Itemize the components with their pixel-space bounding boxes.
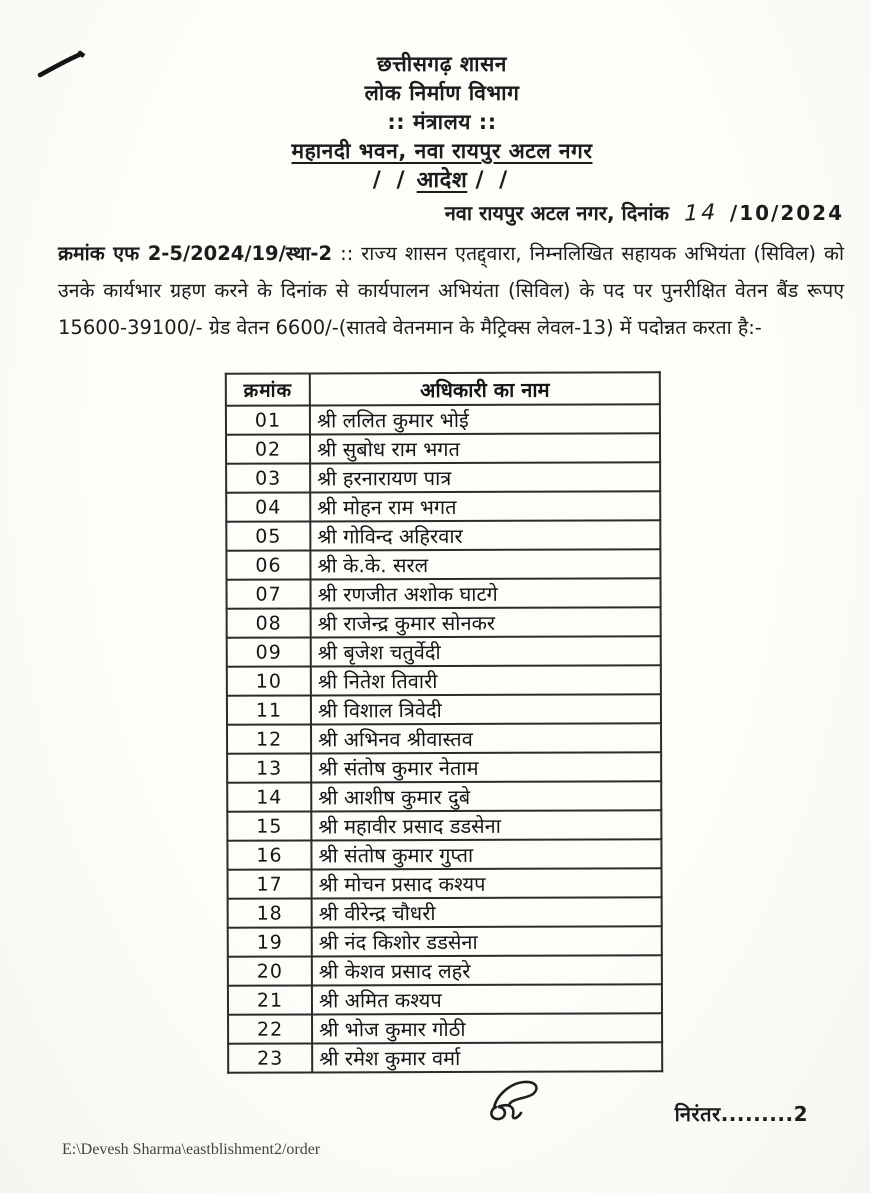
table-row — [227, 578, 661, 609]
table-row — [228, 868, 662, 899]
order-paragraph — [58, 235, 844, 346]
officer-name-cell: श्री केशव प्रसाद लहरे — [312, 955, 662, 985]
order-separator: :: — [340, 242, 354, 265]
file-path-footer: E:\Devesh Sharma\eastblishment2/order — [62, 1141, 321, 1158]
col-header-serial: क्रमांक — [226, 373, 310, 405]
pen-stroke-icon — [36, 48, 90, 80]
serial-cell: 02 — [226, 434, 310, 463]
officers-table — [225, 371, 663, 1074]
serial-cell: 22 — [228, 1014, 312, 1043]
officer-name-cell: श्री रणजीत अशोक घाटगे — [310, 578, 660, 608]
date-line — [0, 199, 870, 226]
serial-cell: 06 — [226, 550, 310, 579]
officer-name-cell: श्री अभिनव श्रीवास्तव — [311, 723, 661, 753]
pen-stroke-mark — [36, 48, 90, 84]
table-row — [227, 694, 661, 725]
serial-cell: 08 — [227, 608, 311, 637]
serial-cell: 04 — [226, 492, 310, 521]
table-row — [227, 781, 661, 812]
serial-cell: 01 — [226, 405, 310, 434]
date-place-label: नवा रायपुर अटल नगर, दिनांक — [444, 201, 669, 225]
officer-name-cell: श्री आशीष कुमार दुबे — [311, 781, 661, 811]
serial-cell: 21 — [228, 985, 312, 1014]
table-row — [227, 607, 661, 638]
officer-name-cell: श्री हरनारायण पात्र — [310, 462, 660, 492]
table-row — [226, 462, 660, 493]
officer-name-cell: श्री महावीर प्रसाद डडसेना — [311, 810, 661, 840]
header-ministry-line: :: मंत्रालय :: — [387, 110, 497, 134]
table-row — [228, 926, 662, 957]
table-row — [228, 984, 662, 1015]
order-title-word: आदेश — [416, 168, 468, 193]
order-body-text: राज्य शासन एतद्द्वारा, निम्नलिखित सहायक अभियंता (सिविल) को उनके कार्यभार ग्रहण करने के दिनांक से कार्यपालन अभियंता (सिविल) के पद पर पुनरीक्षित वेतन बैंड रूपए 15600-39100/- ग्रेड वेतन 6600/-(सातवे वेतनमान के मैट्रिक्स लेवल-13) में पदोन्नत करता है:- — [58, 242, 844, 339]
header-department-name: लोक निर्माण विभाग — [364, 81, 520, 105]
handwritten-day: 14 — [681, 200, 721, 227]
table-row — [227, 636, 661, 667]
officer-name-cell: श्री के.के. सरल — [310, 549, 660, 579]
table-row — [227, 665, 661, 696]
table-header-row — [226, 372, 660, 406]
officer-name-cell: श्री बृजेश चतुर्वेदी — [311, 636, 661, 666]
continuation-note: निरंतर.........2 — [674, 1102, 808, 1126]
table-row — [228, 897, 662, 928]
officer-name-cell: श्री रमेश कुमार वर्मा — [312, 1042, 662, 1072]
officer-name-cell: श्री मोचन प्रसाद कश्यप — [312, 868, 662, 898]
serial-cell: 15 — [227, 811, 311, 840]
letterhead — [0, 0, 870, 195]
serial-cell: 23 — [228, 1043, 312, 1072]
officer-name-cell: श्री वीरेन्द्र चौधरी — [312, 897, 662, 927]
officers-table-container — [225, 371, 663, 1074]
table-row — [227, 752, 661, 783]
officer-name-cell: श्री गोविन्द अहिरवार — [310, 520, 660, 550]
col-header-officer-name: अधिकारी का नाम — [310, 372, 660, 405]
table-row — [226, 404, 660, 435]
serial-cell: 18 — [228, 898, 312, 927]
officer-name-cell: श्री ललित कुमार भोई — [310, 404, 660, 434]
serial-cell: 13 — [227, 753, 311, 782]
officer-name-cell: श्री मोहन राम भगत — [310, 491, 660, 521]
officer-name-cell: श्री सुबोध राम भगत — [310, 433, 660, 463]
serial-cell: 20 — [228, 956, 312, 985]
table-row — [226, 433, 660, 464]
serial-cell: 14 — [227, 782, 311, 811]
table-row — [226, 491, 660, 522]
officer-name-cell: श्री संतोष कुमार गुप्ता — [311, 839, 661, 869]
officers-table-head — [226, 372, 660, 406]
officer-name-cell: श्री नितेश तिवारी — [311, 665, 661, 695]
officer-name-cell: श्री राजेन्द्र कुमार सोनकर — [311, 607, 661, 637]
order-title-prefix-slashes: / / — [372, 168, 409, 193]
officer-name-cell: श्री विशाल त्रिवेदी — [311, 694, 661, 724]
table-row — [227, 810, 661, 841]
serial-cell: 11 — [227, 695, 311, 724]
table-row — [227, 723, 661, 754]
order-title-suffix-slashes: / / — [475, 168, 512, 193]
officer-name-cell: श्री भोज कुमार गोठी — [312, 1013, 662, 1043]
serial-cell: 17 — [228, 869, 312, 898]
serial-cell: 10 — [227, 666, 311, 695]
order-title — [14, 166, 870, 195]
table-row — [228, 955, 662, 986]
officer-table-body — [226, 404, 662, 1073]
signature-icon — [482, 1074, 544, 1124]
signature-mark — [482, 1074, 544, 1128]
serial-cell: 12 — [227, 724, 311, 753]
table-row — [227, 839, 661, 870]
table-row — [226, 549, 660, 580]
serial-cell: 03 — [226, 463, 310, 492]
header-address-line: महानदी भवन, नवा रायपुर अटल नगर — [291, 139, 593, 163]
header-government-name: छत्तीसगढ़ शासन — [377, 52, 507, 76]
serial-cell: 16 — [227, 840, 311, 869]
date-month-year: /10/2024 — [729, 201, 844, 225]
serial-cell: 07 — [227, 579, 311, 608]
table-row — [228, 1013, 662, 1044]
officer-name-cell: श्री अमित कश्यप — [312, 984, 662, 1014]
serial-cell: 19 — [228, 927, 312, 956]
officer-name-cell: श्री नंद किशोर डडसेना — [312, 926, 662, 956]
table-row — [226, 520, 660, 551]
officer-name-cell: श्री संतोष कुमार नेताम — [311, 752, 661, 782]
table-row — [228, 1042, 662, 1073]
serial-cell: 09 — [227, 637, 311, 666]
order-reference-number: क्रमांक एफ 2-5/2024/19/स्था-2 — [58, 242, 333, 265]
serial-cell: 05 — [226, 521, 310, 550]
